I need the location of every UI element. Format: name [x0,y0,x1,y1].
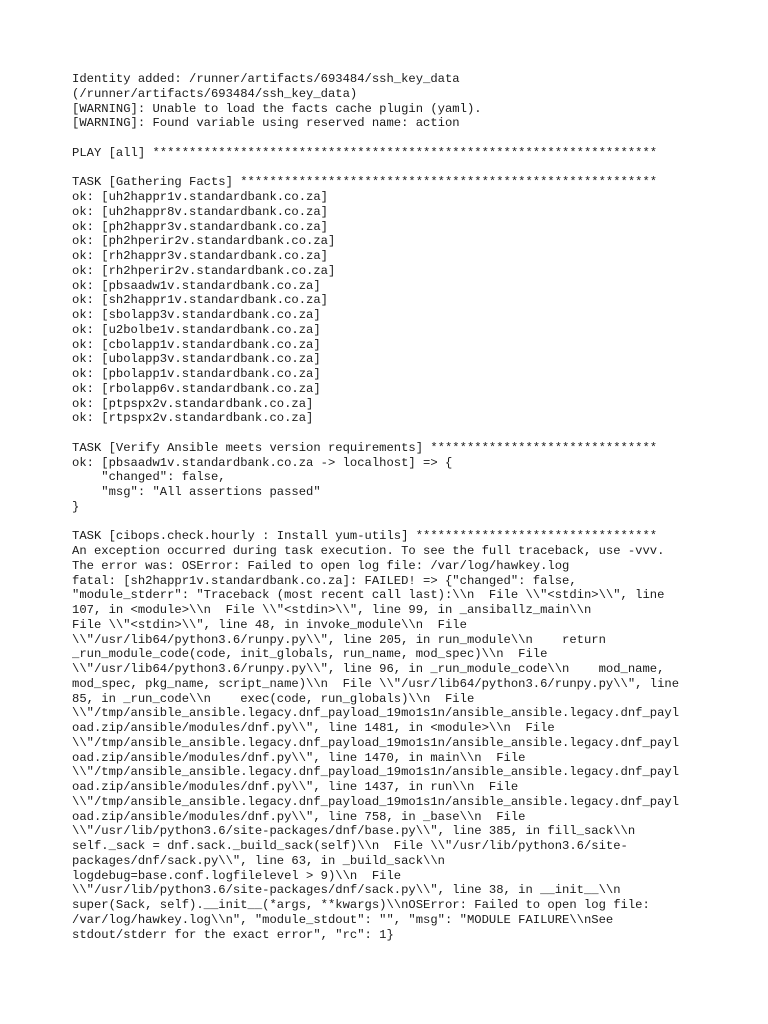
log-line: ok: [pbsaadw1v.standardbank.co.za -> localhost] => { [72,455,453,470]
log-line: ok: [ubolapp3v.standardbank.co.za] [72,352,321,367]
blank-line [72,131,712,146]
log-line: oad.zip/ansible/modules/dnf.py\\", line 1470, in main\\n File [72,750,526,765]
log-line: \\"/usr/lib/python3.6/site-packages/dnf/base.py\\", line 385, in fill_sack\\n [72,824,636,839]
log-line: packages/dnf/sack.py\\", line 63, in _build_sack\\n [72,853,445,868]
log-line: ok: [cbolapp1v.standardbank.co.za] [72,337,321,352]
log-line: oad.zip/ansible/modules/dnf.py\\", line 1437, in run\\n File [72,780,519,794]
log-line: logdebug=base.conf.logfilelevel > 9)\\n File [72,868,402,883]
log-line: _run_module_code(code, init_globals, run_name, mod_spec)\\n File [72,647,548,662]
log-line: stdout/stderr for the exact error", "rc": 1} [72,927,394,942]
log-line: \\"/usr/lib64/python3.6/runpy.py\\", line 96, in _run_module_code\\n mod_name, [72,662,665,676]
log-line: ok: [uh2happr8v.standardbank.co.za] [72,204,328,219]
log-line: \\"/tmp/ansible_ansible.legacy.dnf_payload_19mo1s1n/ansible_ansible.legacy.dnf_payl [72,735,680,750]
log-line: \\"/usr/lib/python3.6/site-packages/dnf/sack.py\\", line 38, in __init__\\n [72,883,621,898]
log-line: ok: [sbolapp3v.standardbank.co.za] [72,308,321,322]
log-line: ok: [ptpspx2v.standardbank.co.za] [72,396,314,411]
log-document [72,72,712,942]
log-line: \\"/usr/lib64/python3.6/runpy.py\\", line 205, in run_module\\n return [72,632,606,647]
log-line: fatal: [sh2happr1v.standardbank.co.za]: FAILED! => {"changed": false, [72,573,577,588]
log-line: \\"/tmp/ansible_ansible.legacy.dnf_payload_19mo1s1n/ansible_ansible.legacy.dnf_payl [72,765,680,780]
blank-line [72,426,712,441]
log-line: TASK [Verify Ansible meets version requirements] ******************************* [72,440,658,455]
log-line: ok: [u2bolbe1v.standardbank.co.za] [72,322,321,337]
blank-line [72,161,712,176]
log-line: ok: [rbolapp6v.standardbank.co.za] [72,381,321,396]
log-line: ok: [pbsaadw1v.standardbank.co.za] [72,278,321,293]
log-line: 85, in _run_code\\n exec(code, run_globals)\\n File [72,691,475,706]
log-line: ok: [ph2hperir2v.standardbank.co.za] [72,234,336,249]
blank-line [72,515,712,530]
log-line: ok: [rh2hperir2v.standardbank.co.za] [72,263,336,278]
log-line: An exception occurred during task execution. To see the full traceback, use -vvv. [72,544,665,558]
log-line: TASK [cibops.check.hourly : Install yum-utils] ********************************* [72,529,658,544]
log-body [72,72,712,942]
log-line: "changed": false, [72,470,226,485]
log-line: (/runner/artifacts/693484/ssh_key_data) [72,86,358,101]
log-line: ok: [sh2happr1v.standardbank.co.za] [72,293,328,308]
log-line: ok: [pbolapp1v.standardbank.co.za] [72,367,321,381]
log-line: 107, in <module>\\n File \\"<stdin>\\", line 99, in _ansiballz_main\\n [72,603,592,617]
log-line: "module_stderr": "Traceback (most recent call last):\\n File \\"<stdin>\\", line [72,588,665,603]
log-line: The error was: OSError: Failed to open log file: /var/log/hawkey.log [72,558,570,573]
log-line: oad.zip/ansible/modules/dnf.py\\", line 1481, in <module>\\n File [72,721,555,735]
log-line: "msg": "All assertions passed" [72,485,321,499]
log-line: } [72,499,80,514]
log-line: ok: [rh2happr3v.standardbank.co.za] [72,249,328,263]
log-line: self._sack = dnf.sack._build_sack(self)\\n File \\"/usr/lib/python3.6/site- [72,839,628,853]
log-line: TASK [Gathering Facts] ********************************************************* [72,175,658,190]
log-line: Identity added: /runner/artifacts/693484/ssh_key_data [72,72,460,86]
log-line: super(Sack, self).__init__(*args, **kwargs)\\nOSError: Failed to open log file: [72,898,650,912]
log-line: ok: [uh2happr1v.standardbank.co.za] [72,190,328,204]
log-line: mod_spec, pkg_name, script_name)\\n File \\"/usr/lib64/python3.6/runpy.py\\", line [72,676,680,691]
log-line: ok: [rtpspx2v.standardbank.co.za] [72,411,314,426]
log-line: oad.zip/ansible/modules/dnf.py\\", line 758, in _base\\n File [72,809,526,824]
log-line: \\"/tmp/ansible_ansible.legacy.dnf_payload_19mo1s1n/ansible_ansible.legacy.dnf_payl [72,706,680,721]
log-line: [WARNING]: Unable to load the facts cache plugin (yaml). [72,101,482,116]
log-line: PLAY [all] ********************************************************************* [72,145,658,160]
log-line: /var/log/hawkey.log\\n", "module_stdout": "", "msg": "MODULE FAILURE\\nSee [72,912,614,927]
log-line: ok: [ph2happr3v.standardbank.co.za] [72,219,328,234]
log-line: File \\"<stdin>\\", line 48, in invoke_module\\n File [72,617,467,632]
log-line: \\"/tmp/ansible_ansible.legacy.dnf_payload_19mo1s1n/ansible_ansible.legacy.dnf_payl [72,794,680,809]
log-line: [WARNING]: Found variable using reserved name: action [72,116,460,131]
